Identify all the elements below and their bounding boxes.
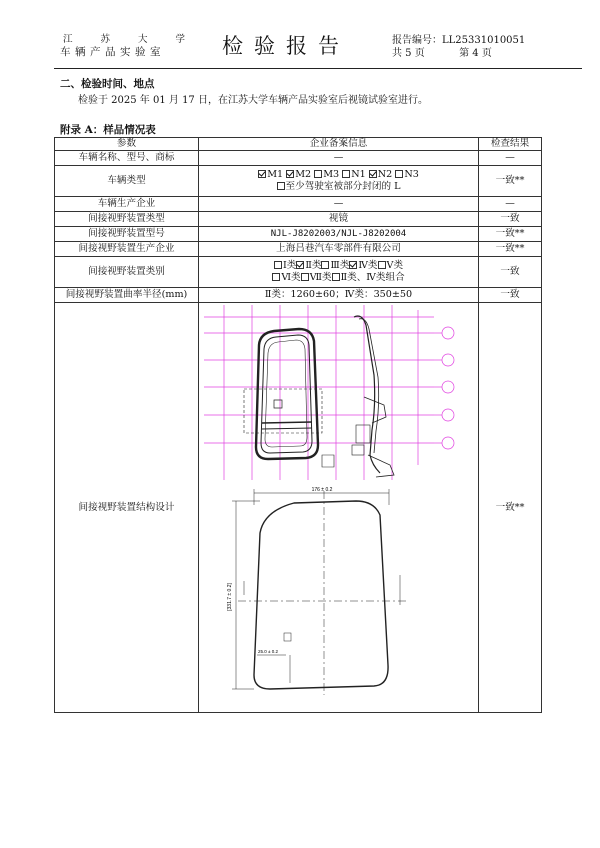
org-name-line2: 车辆产品实验室 <box>60 46 165 58</box>
column-header: 企业备案信息 <box>199 138 479 151</box>
checkbox-checked <box>258 170 266 178</box>
checkbox-unchecked <box>301 273 309 281</box>
table-row: 间接视野装置曲率半径(mm) Ⅱ类：1260±60；Ⅳ类：350±50 一致 <box>55 288 542 303</box>
dimension-width-label: 176 ± 0.2 <box>311 487 332 493</box>
structure-drawing-cell <box>199 303 479 713</box>
checkbox-unchecked <box>395 170 403 178</box>
appendix-title: 附录 A：样品情况表 <box>60 124 156 136</box>
page-indicator <box>392 44 492 59</box>
checkbox-unchecked <box>314 170 322 178</box>
device-class-options-line1: Ⅰ类 Ⅱ类 Ⅲ类 Ⅳ类 Ⅴ类 <box>201 260 476 272</box>
section-text: 检验于 2025 年 01 月 17 日，在江苏大学车辆产品实验室后视镜试验室进行。 <box>78 95 428 106</box>
report-number: 报告编号：LL25331010051 <box>392 35 526 46</box>
checkbox-unchecked <box>321 261 329 269</box>
checkbox-unchecked <box>272 273 280 281</box>
glass-outline <box>238 491 409 695</box>
section-title: 二、检验时间、地点 <box>60 78 155 90</box>
checkbox-unchecked <box>274 261 282 269</box>
header-divider <box>54 68 582 69</box>
mirror-arm-profile <box>352 316 394 477</box>
dimension-height-label: [331.7 ± 0.2] <box>226 583 233 611</box>
checkbox-checked <box>349 261 357 269</box>
table-row: 车辆名称、型号、商标 — — <box>55 151 542 166</box>
table-row: 车辆生产企业 — — <box>55 197 542 212</box>
mirror-glass-drawing <box>224 485 454 710</box>
checkbox-unchecked <box>378 261 386 269</box>
table-row: 间接视野装置生产企业 上海吕巷汽车零部件有限公司 一致** <box>55 242 542 257</box>
document-title: 检验报告 <box>222 34 350 58</box>
checkbox-unchecked <box>342 170 350 178</box>
table-row: 间接视野装置类别 Ⅰ类 Ⅱ类 Ⅲ类 Ⅳ类 Ⅴ类 Ⅵ类 Ⅶ类 Ⅱ类、Ⅳ类组合 一致 <box>55 257 542 288</box>
table-header-row <box>55 138 542 151</box>
checkbox-checked <box>296 261 304 269</box>
checkbox-unchecked <box>332 273 340 281</box>
org-name-line1: 江 苏 大 学 <box>63 34 185 45</box>
page-current: 第 4 页 <box>459 48 492 59</box>
mirror-assembly-drawing <box>204 305 474 485</box>
table-row: 车辆类型 M1 M2 M3 N1 N2 N3 至少驾驶室被部分封闭的 L 一致** <box>55 166 542 197</box>
page-total: 共 5 页 <box>392 48 425 59</box>
checkbox-checked <box>286 170 294 178</box>
mirror-housing <box>244 329 334 467</box>
sample-info-table <box>54 137 542 713</box>
column-header: 检查结果 <box>479 138 542 151</box>
column-header: 参数 <box>55 138 199 151</box>
vehicle-type-options: M1 M2 M3 N1 N2 N3 <box>201 169 476 181</box>
dimension-small-label: 25.0 ± 0.2 <box>257 649 278 654</box>
checkbox-checked <box>369 170 377 178</box>
table-row: 间接视野装置结构设计 176 ± 0.2 [331.7 ± 0.2] 25.0 ± 0.2 一致** <box>55 303 542 713</box>
checkbox-unchecked <box>277 182 285 190</box>
device-class-options-line2: Ⅵ类 Ⅶ类 Ⅱ类、Ⅳ类组合 <box>201 272 476 284</box>
table-row: 间接视野装置型号 NJL-J8202003/NJL-J8202004 一致** <box>55 227 542 242</box>
construction-lines <box>204 305 454 480</box>
table-row: 间接视野装置类型 视镜 一致 <box>55 212 542 227</box>
